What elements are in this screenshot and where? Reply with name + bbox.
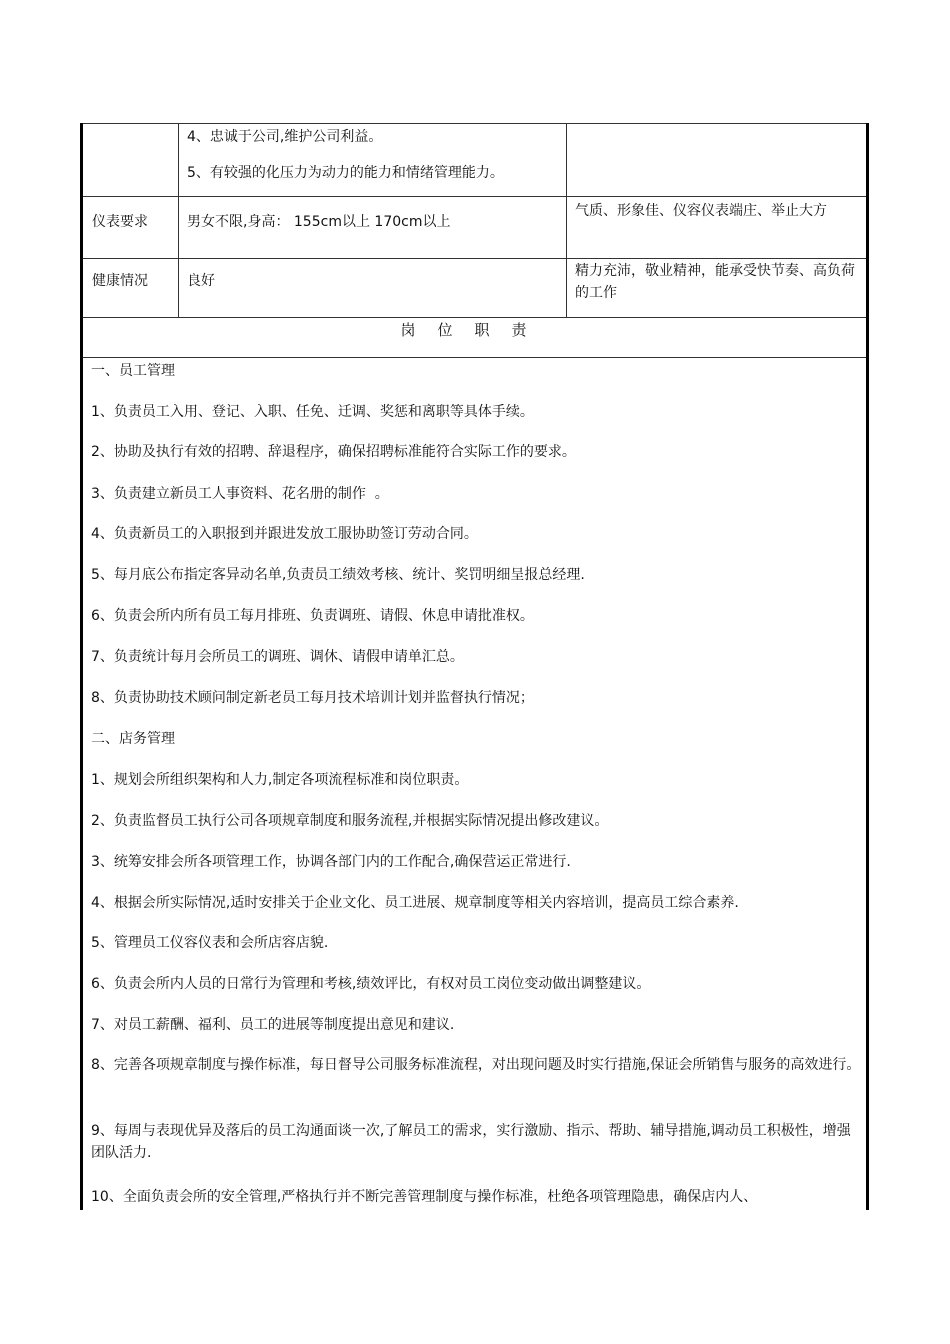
row-divider (83, 357, 866, 358)
column-divider (566, 123, 567, 317)
duties-title: 岗位职责 (400, 321, 549, 339)
table-left-border (80, 123, 83, 1210)
health-note: 精力充沛，敬业精神，能承受快节奏、高负荷的工作 (575, 263, 855, 301)
appearance-value: 男女不限,身高： 155cm以上 170cm以上 (187, 214, 451, 230)
section-heading-store: 二、店务管理 (91, 731, 175, 747)
table-right-border (866, 123, 869, 1210)
list-item: 7、对员工薪酬、福利、员工的进展等制度提出意见和建议. (91, 1017, 455, 1033)
list-item: 1、负责员工入用、登记、入职、任免、迁调、奖惩和离职等具体手续。 (91, 404, 534, 420)
column-divider (178, 123, 179, 317)
list-item: 2、负责监督员工执行公司各项规章制度和服务流程,并根据实际情况提出修改建议。 (91, 813, 609, 829)
list-item: 1、规划会所组织架构和人力,制定各项流程标准和岗位职责。 (91, 772, 469, 788)
list-item: 5、每月底公布指定客异动名单,负责员工绩效考核、统计、奖罚明细呈报总经理. (91, 567, 585, 583)
requirement-item: 5、有较强的化压力为动力的能力和情绪管理能力。 (187, 165, 504, 181)
list-item: 7、负责统计每月会所员工的调班、调休、请假申请单汇总。 (91, 649, 464, 665)
row-divider (83, 258, 866, 259)
appearance-note: 气质、形象佳、仪容仪表端庄、举止大方 (575, 203, 827, 219)
list-item: 9、每周与表现优异及落后的员工沟通面谈一次,了解员工的需求，实行激励、指示、帮助、辅导措施,调动员工积极性，增强团队活力. (91, 1123, 851, 1161)
row-divider (83, 196, 866, 197)
list-item: 3、负责建立新员工人事资料、花名册的制作 。 (91, 486, 389, 502)
appearance-label: 仪表要求 (92, 214, 148, 230)
health-value: 良好 (187, 273, 215, 289)
list-item: 2、协助及执行有效的招聘、辞退程序，确保招聘标准能符合实际工作的要求。 (91, 444, 576, 460)
list-item: 10、全面负责会所的安全管理,严格执行并不断完善管理制度与操作标准，杜绝各项管理隐患，确保店内人、 (91, 1189, 758, 1205)
list-item: 8、完善各项规章制度与操作标准，每日督导公司服务标准流程，对出现问题及时实行措施,保证会所销售与服务的高效进行。 (91, 1057, 861, 1073)
section-heading-staff: 一、员工管理 (91, 363, 175, 379)
list-item: 8、负责协助技术顾问制定新老员工每月技术培训计划并监督执行情况； (91, 690, 534, 706)
list-item: 5、管理员工仪容仪表和会所店容店貌. (91, 935, 329, 951)
list-item: 4、根据会所实际情况,适时安排关于企业文化、员工进展、规章制度等相关内容培训，提高员工综合素养. (91, 895, 739, 911)
requirement-item: 4、忠诚于公司,维护公司利益。 (187, 129, 383, 145)
list-item: 4、负责新员工的入职报到并跟进发放工服协助签订劳动合同。 (91, 526, 478, 542)
health-label: 健康情况 (92, 273, 148, 289)
list-item: 6、负责会所内人员的日常行为管理和考核,绩效评比，有权对员工岗位变动做出调整建议。 (91, 976, 651, 992)
list-item: 6、负责会所内所有员工每月排班、负责调班、请假、休息申请批准权。 (91, 608, 534, 624)
row-divider (83, 123, 866, 124)
list-item: 3、统筹安排会所各项管理工作，协调各部门内的工作配合,确保营运正常进行. (91, 854, 571, 870)
